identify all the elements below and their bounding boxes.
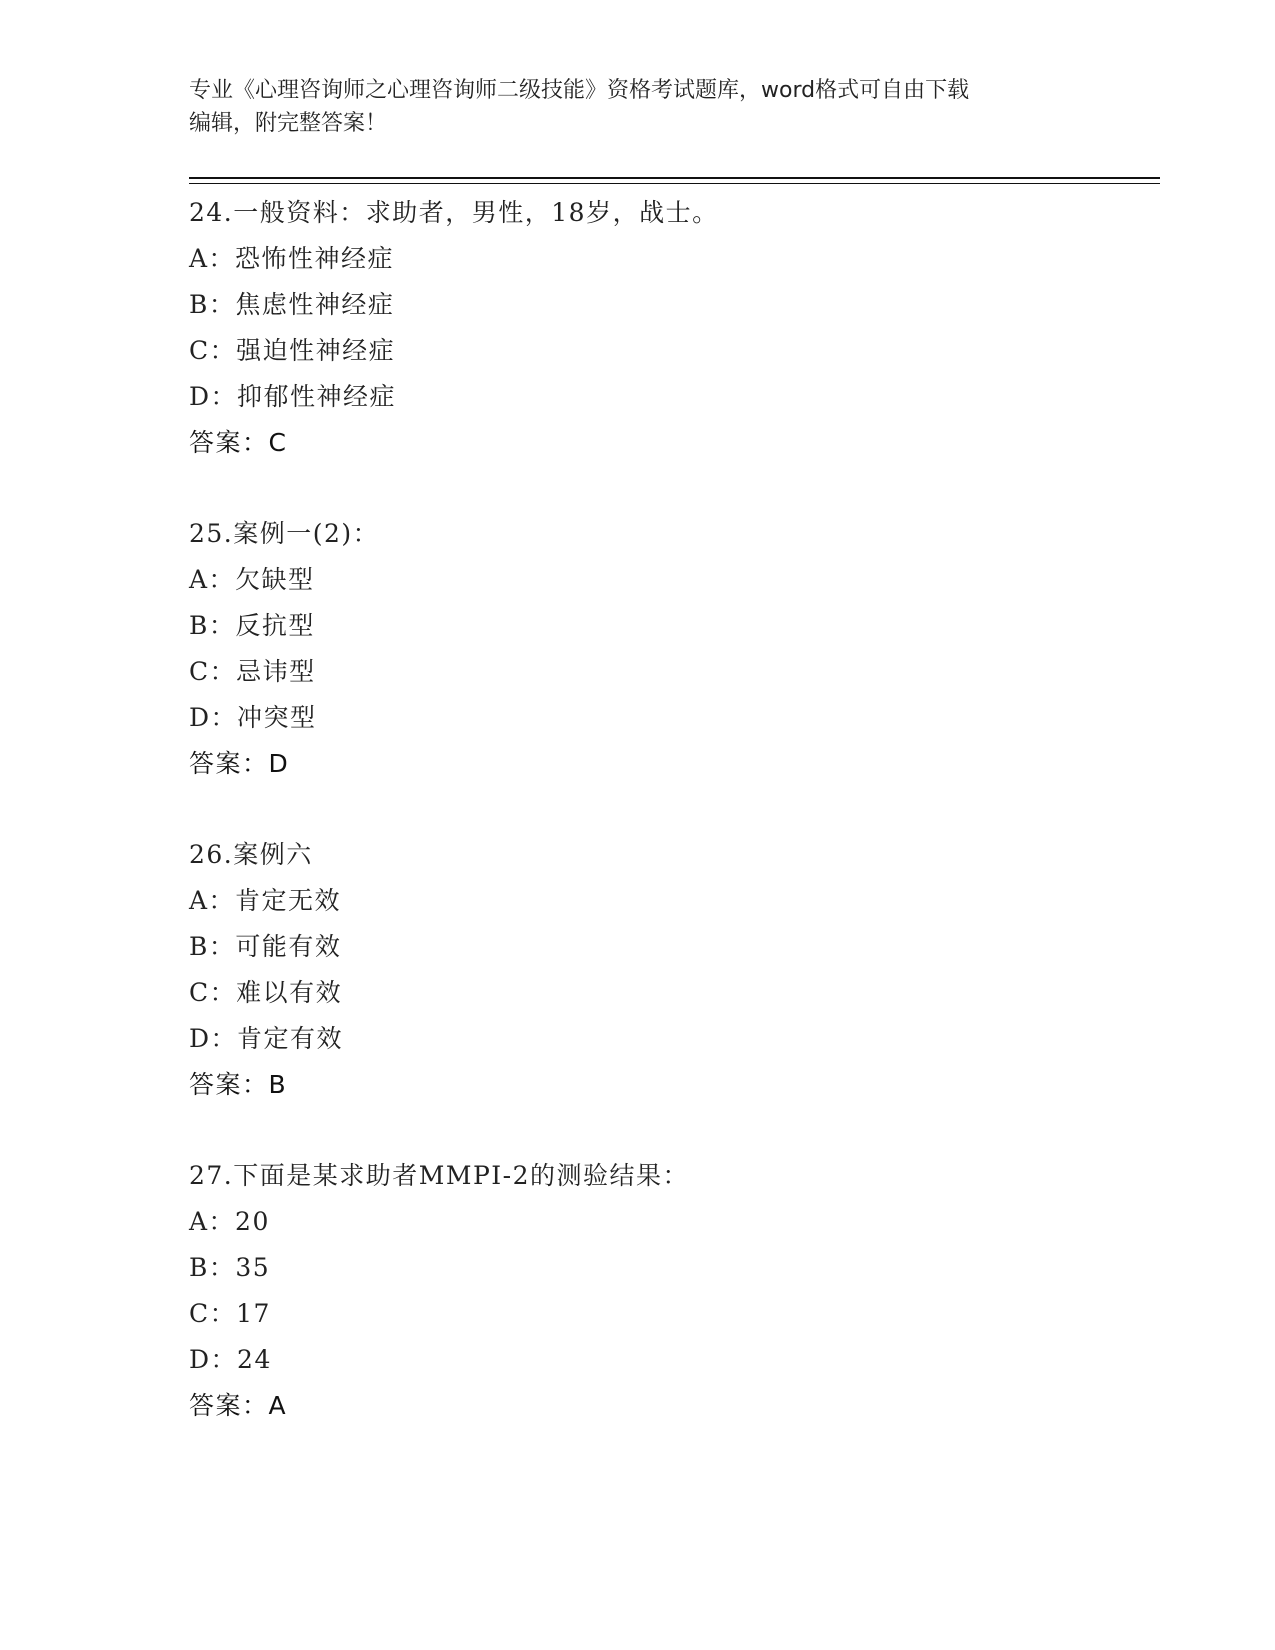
header-divider-thin [189, 183, 1160, 184]
option-b: B：焦虑性神经症 [189, 290, 395, 319]
question-27 [189, 1153, 1149, 1429]
option-d: D：冲突型 [189, 703, 317, 732]
document-header [189, 74, 1089, 140]
question-title: 25.案例一(2)： [189, 519, 380, 548]
option-c: C：难以有效 [189, 978, 343, 1007]
question-24 [189, 190, 1149, 466]
option-a: A：恐怖性神经症 [189, 244, 395, 273]
question-title: 24.一般资料：求助者，男性，18岁，战士。 [189, 198, 719, 227]
answer-line: 答案：B [189, 1070, 288, 1099]
option-a: A：20 [189, 1207, 270, 1236]
option-b: B：可能有效 [189, 932, 342, 961]
question-25 [189, 511, 1149, 787]
header-line-2: 编辑，附完整答案！ [189, 111, 388, 136]
option-a: A：欠缺型 [189, 565, 315, 594]
question-title: 26.案例六 [189, 840, 313, 869]
option-c: C：强迫性神经症 [189, 336, 396, 365]
question-spacer [189, 1108, 1149, 1153]
option-d: D：肯定有效 [189, 1024, 344, 1053]
option-b: B：反抗型 [189, 611, 315, 640]
question-spacer [189, 787, 1149, 832]
header-divider-thick [189, 177, 1160, 179]
question-list [189, 190, 1149, 1429]
option-c: C：忌讳型 [189, 657, 316, 686]
option-a: A：肯定无效 [189, 886, 342, 915]
answer-line: 答案：C [189, 428, 288, 457]
option-d: D：24 [189, 1345, 272, 1374]
answer-line: 答案：D [189, 749, 290, 778]
answer-line: 答案：A [189, 1391, 288, 1420]
question-26 [189, 832, 1149, 1108]
option-d: D：抑郁性神经症 [189, 382, 397, 411]
option-b: B：35 [189, 1253, 271, 1282]
option-c: C：17 [189, 1299, 271, 1328]
header-line-1: 专业《心理咨询师之心理咨询师二级技能》资格考试题库，word格式可自由下载 [189, 78, 970, 103]
question-spacer [189, 466, 1149, 511]
question-title: 27.下面是某求助者MMPI-2的测验结果： [189, 1161, 690, 1190]
